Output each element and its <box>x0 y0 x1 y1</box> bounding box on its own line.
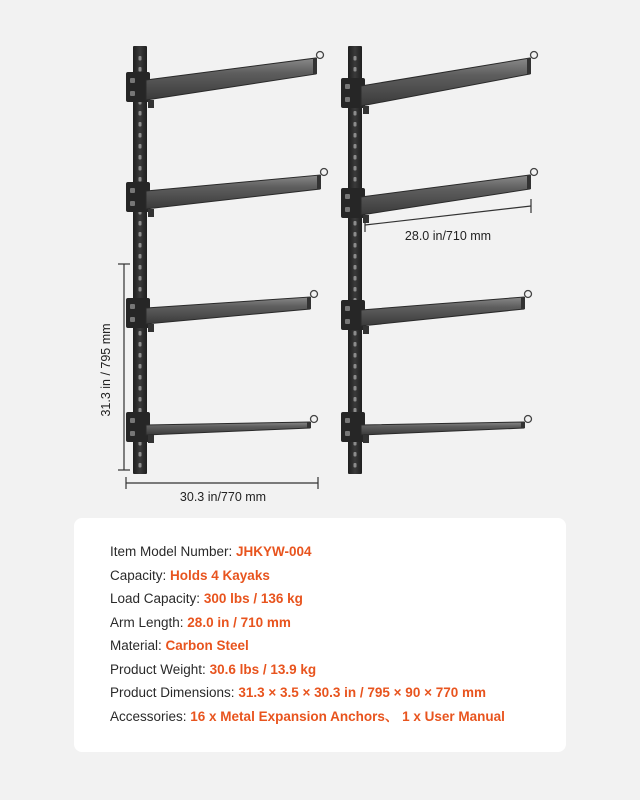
spec-value: JHKYW-004 <box>236 544 312 559</box>
wall-rack-2 <box>341 46 538 474</box>
post-hole <box>139 67 142 72</box>
post-hole <box>139 364 142 369</box>
spec-label: Accessories: <box>110 708 191 724</box>
post-hole <box>354 287 357 292</box>
spec-row-material <box>110 634 566 658</box>
post-hole <box>139 221 142 226</box>
arm-support <box>148 100 154 108</box>
post-hole <box>139 463 142 468</box>
post-hole <box>139 232 142 237</box>
spec-row-accessories <box>110 705 566 729</box>
rack-arm <box>146 422 310 435</box>
post-hole <box>139 122 142 127</box>
spec-value: 31.3 × 3.5 × 30.3 in / 795 × 90 × 770 mm <box>238 685 486 700</box>
spec-row-load-capacity <box>110 587 566 611</box>
post-hole <box>354 122 357 127</box>
spec-row-dimensions <box>110 681 566 705</box>
post-hole <box>354 386 357 391</box>
arm-end-cap <box>307 422 311 428</box>
post-hole <box>139 408 142 413</box>
post-hole <box>139 133 142 138</box>
tie-down-loop <box>321 169 328 176</box>
post-hole <box>139 56 142 61</box>
arm-end-cap <box>521 297 525 309</box>
bracket-bolt <box>130 418 135 423</box>
spec-label: Item Model Number: <box>110 544 237 559</box>
spec-value: 28.0 in / 710 mm <box>187 614 291 630</box>
post-hole <box>139 265 142 270</box>
bracket-bolt <box>130 431 135 436</box>
arm-end-cap <box>527 175 531 189</box>
post-hole <box>354 243 357 248</box>
rack-arm <box>146 297 310 324</box>
spec-row-arm-length <box>110 611 566 635</box>
post-hole <box>139 353 142 358</box>
post-hole <box>354 221 357 226</box>
post-hole <box>139 287 142 292</box>
tie-down-loop <box>317 52 324 59</box>
spec-label: Material: <box>110 638 166 653</box>
post-hole <box>139 276 142 281</box>
spec-label: Product Dimensions: <box>110 685 239 700</box>
post-hole <box>354 408 357 413</box>
rack-arm <box>146 58 316 100</box>
tie-down-loop <box>525 416 532 423</box>
post-hole <box>139 144 142 149</box>
post-hole <box>354 155 357 160</box>
post-hole <box>354 364 357 369</box>
arm-length-dimension-label: 28.0 in/710 mm <box>404 229 492 243</box>
spec-label: Capacity: <box>110 567 171 583</box>
arm-support <box>363 215 369 223</box>
height-dimension-label: 31.3 in / 795 mm <box>99 323 113 417</box>
post-hole <box>139 177 142 182</box>
post-hole <box>354 232 357 237</box>
post-hole <box>139 254 142 259</box>
tie-down-loop <box>531 169 538 176</box>
width-dimension-line <box>126 477 318 489</box>
arm-end-cap <box>527 58 531 74</box>
post-hole <box>354 133 357 138</box>
spec-label: Load Capacity: <box>110 591 204 606</box>
post-hole <box>354 342 357 347</box>
bracket-bolt <box>345 84 350 89</box>
post-hole <box>139 111 142 116</box>
post-hole <box>139 243 142 248</box>
bracket-bolt <box>345 319 350 324</box>
bracket-bolt <box>345 97 350 102</box>
spec-row-capacity <box>110 564 566 588</box>
post-hole <box>354 56 357 61</box>
rack-arm <box>146 175 320 209</box>
spec-row-model <box>110 540 566 564</box>
arm-end-cap <box>313 58 317 74</box>
post-hole <box>354 397 357 402</box>
tie-down-loop <box>531 52 538 59</box>
arm-end-cap <box>521 422 525 428</box>
spec-value: Carbon Steel <box>165 638 249 653</box>
bracket-bolt <box>130 317 135 322</box>
spec-value: 300 lbs / 136 kg <box>203 591 303 606</box>
arm-support <box>363 435 369 443</box>
bracket-bolt <box>345 418 350 423</box>
rack-arm <box>361 297 524 326</box>
spec-value: 30.6 lbs / 13.9 kg <box>209 661 317 677</box>
post-hole <box>139 375 142 380</box>
post-hole <box>139 331 142 336</box>
tie-down-loop <box>525 291 532 298</box>
spec-card <box>74 518 566 752</box>
tie-down-loop <box>311 416 318 423</box>
wall-rack-1 <box>126 46 328 474</box>
post-hole <box>354 254 357 259</box>
post-hole <box>354 177 357 182</box>
arm-end-cap <box>307 297 311 309</box>
post-hole <box>354 331 357 336</box>
post-hole <box>354 67 357 72</box>
post-hole <box>139 166 142 171</box>
spec-label: Arm Length: <box>110 614 188 630</box>
post-hole <box>139 155 142 160</box>
bracket-bolt <box>130 304 135 309</box>
post-hole <box>139 397 142 402</box>
post-hole <box>354 463 357 468</box>
post-hole <box>354 276 357 281</box>
bracket-bolt <box>345 306 350 311</box>
bracket-bolt <box>130 188 135 193</box>
bracket-bolt <box>345 431 350 436</box>
tie-down-loop <box>311 291 318 298</box>
arm-support <box>363 106 369 114</box>
spec-value: 16 x Metal Expansion Anchors、 1 x User Manual <box>190 708 505 724</box>
bracket-bolt <box>345 194 350 199</box>
post-hole <box>354 166 357 171</box>
rack-arm <box>361 422 524 435</box>
arm-support <box>148 209 154 217</box>
bracket-bolt <box>130 78 135 83</box>
post-hole <box>139 452 142 457</box>
spec-label: Product Weight: <box>110 661 210 677</box>
arm-support <box>363 326 369 334</box>
bracket-bolt <box>130 201 135 206</box>
post-hole <box>354 353 357 358</box>
post-hole <box>354 111 357 116</box>
post-hole <box>354 375 357 380</box>
post-hole <box>139 342 142 347</box>
spec-row-weight <box>110 658 566 682</box>
post-hole <box>354 144 357 149</box>
spec-value: Holds 4 Kayaks <box>170 567 270 583</box>
arm-support <box>148 435 154 443</box>
arm-end-cap <box>317 175 321 189</box>
width-dimension-label: 30.3 in/770 mm <box>179 490 267 504</box>
bracket-bolt <box>130 91 135 96</box>
post-hole <box>139 386 142 391</box>
rack-arm <box>361 58 530 106</box>
bracket-bolt <box>345 207 350 212</box>
post-hole <box>354 265 357 270</box>
arm-support <box>148 324 154 332</box>
post-hole <box>354 452 357 457</box>
